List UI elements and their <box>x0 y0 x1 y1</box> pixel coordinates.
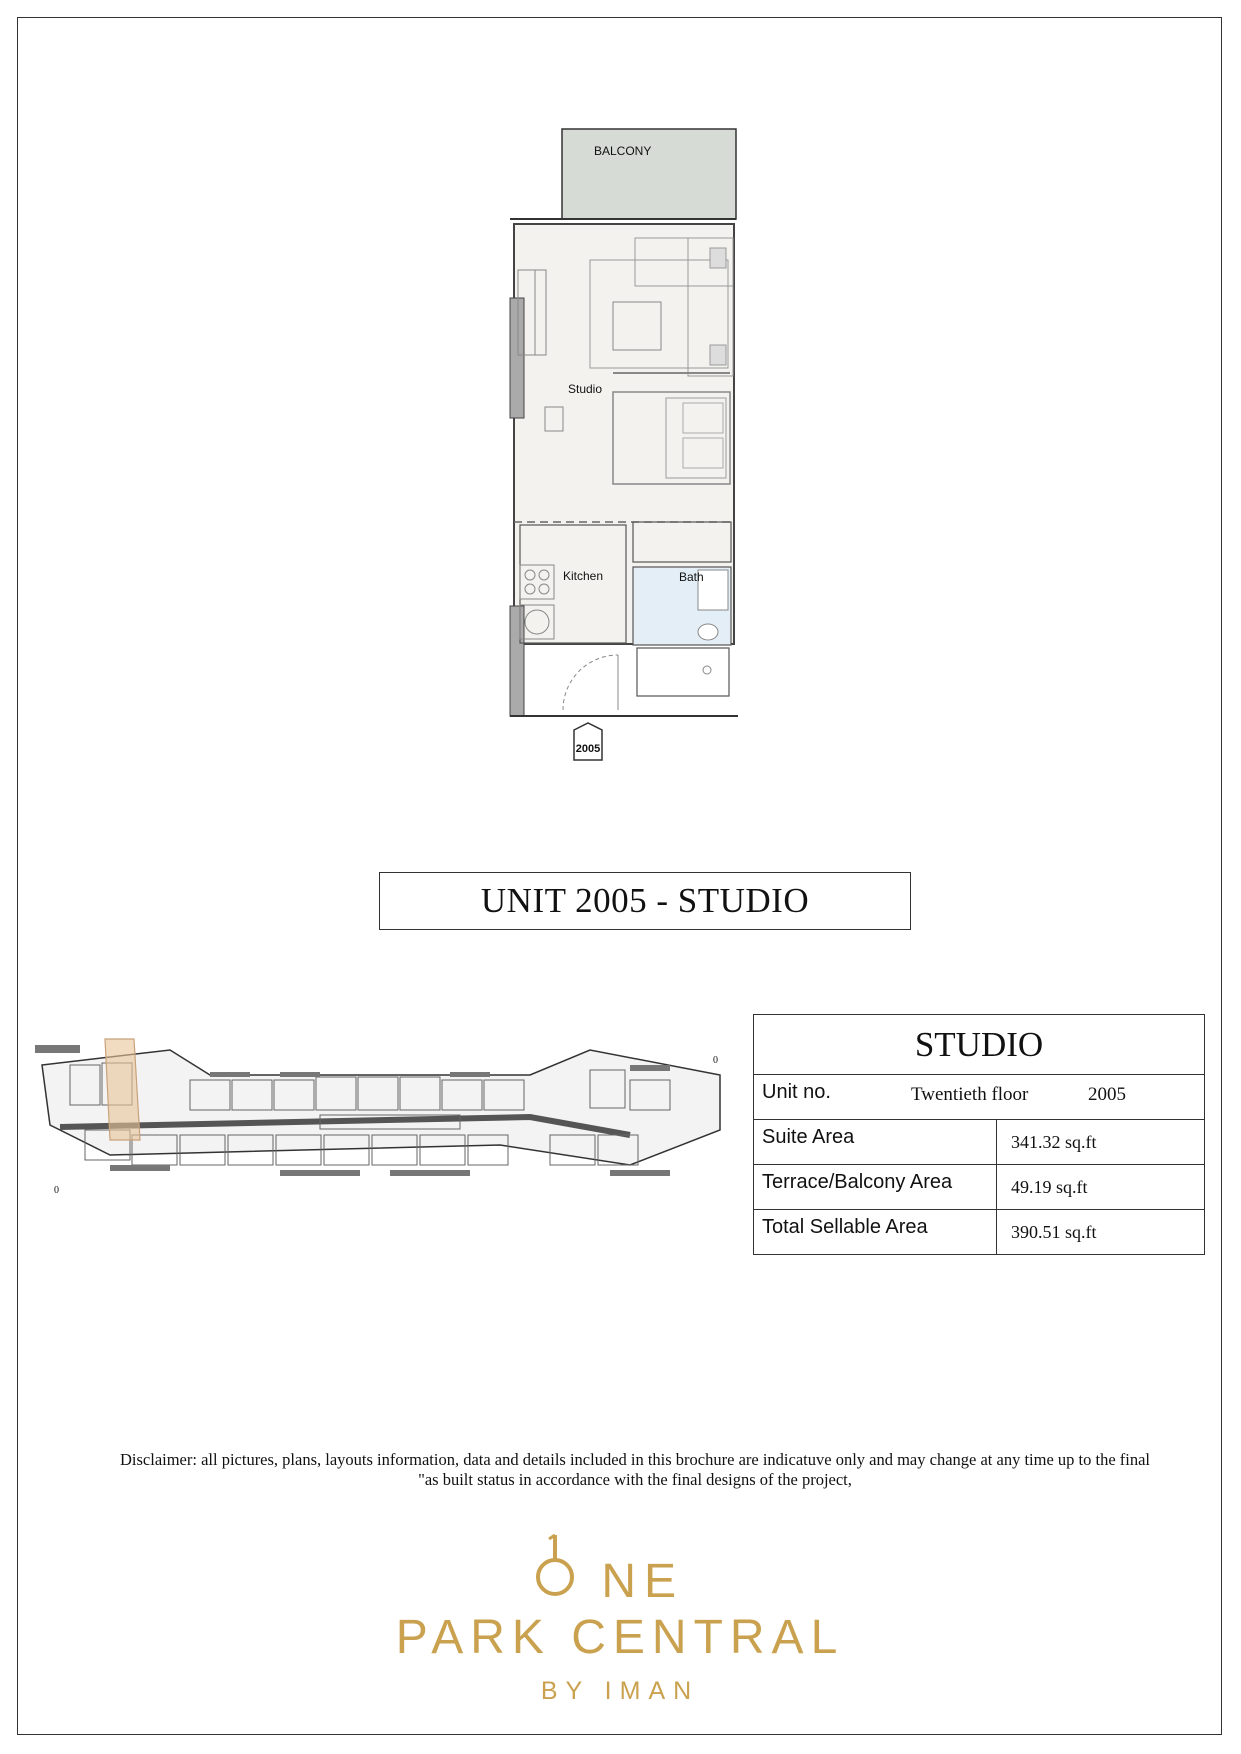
keyplan-marker-right: 0 <box>713 1055 718 1066</box>
key-plan <box>30 1035 730 1215</box>
unit-info-table <box>753 1014 1205 1255</box>
unit-no-label: Unit no. <box>762 1081 831 1103</box>
area-value: 341.32 sq.ft <box>1011 1132 1097 1152</box>
unit-title: UNIT 2005 - STUDIO <box>379 872 911 930</box>
unit-number-row <box>754 1075 1204 1120</box>
balcony-label: BALCONY <box>594 144 652 158</box>
area-label: Terrace/Balcony Area <box>754 1165 997 1209</box>
unit-number-value: 2005 <box>1088 1084 1126 1105</box>
balcony-area <box>562 129 736 219</box>
table-row <box>754 1120 1204 1165</box>
brand-logo <box>330 1525 910 1715</box>
logo-line-park-central: PARK CENTRAL <box>395 1611 845 1664</box>
area-label: Suite Area <box>754 1120 997 1164</box>
logo-line-by-iman: BY IMAN <box>540 1677 700 1705</box>
area-value: 49.19 sq.ft <box>1011 1177 1088 1197</box>
table-row <box>754 1210 1204 1254</box>
bath-label: Bath <box>679 570 704 584</box>
studio-label: Studio <box>568 382 603 396</box>
logo-line-one: NE <box>601 1555 685 1608</box>
area-value: 390.51 sq.ft <box>1011 1222 1097 1242</box>
disclaimer-line-2: "as built status in accordance with the final designs of the project, <box>418 1470 852 1489</box>
disclaimer <box>60 1450 1210 1490</box>
table-row <box>754 1165 1204 1210</box>
keyplan-marker-left: 0 <box>54 1185 59 1196</box>
info-heading: STUDIO <box>754 1015 1204 1075</box>
disclaimer-line-1: Disclaimer: all pictures, plans, layouts information, data and details included in this brochure are indicatuve only and may change at any time up to the final <box>119 1450 1151 1469</box>
floor-value: Twentieth floor <box>911 1084 1029 1105</box>
unit-tag-label: 2005 <box>575 743 601 755</box>
unit-floor-plan <box>480 120 760 770</box>
area-label: Total Sellable Area <box>754 1210 997 1254</box>
kitchen-label: Kitchen <box>563 569 604 583</box>
